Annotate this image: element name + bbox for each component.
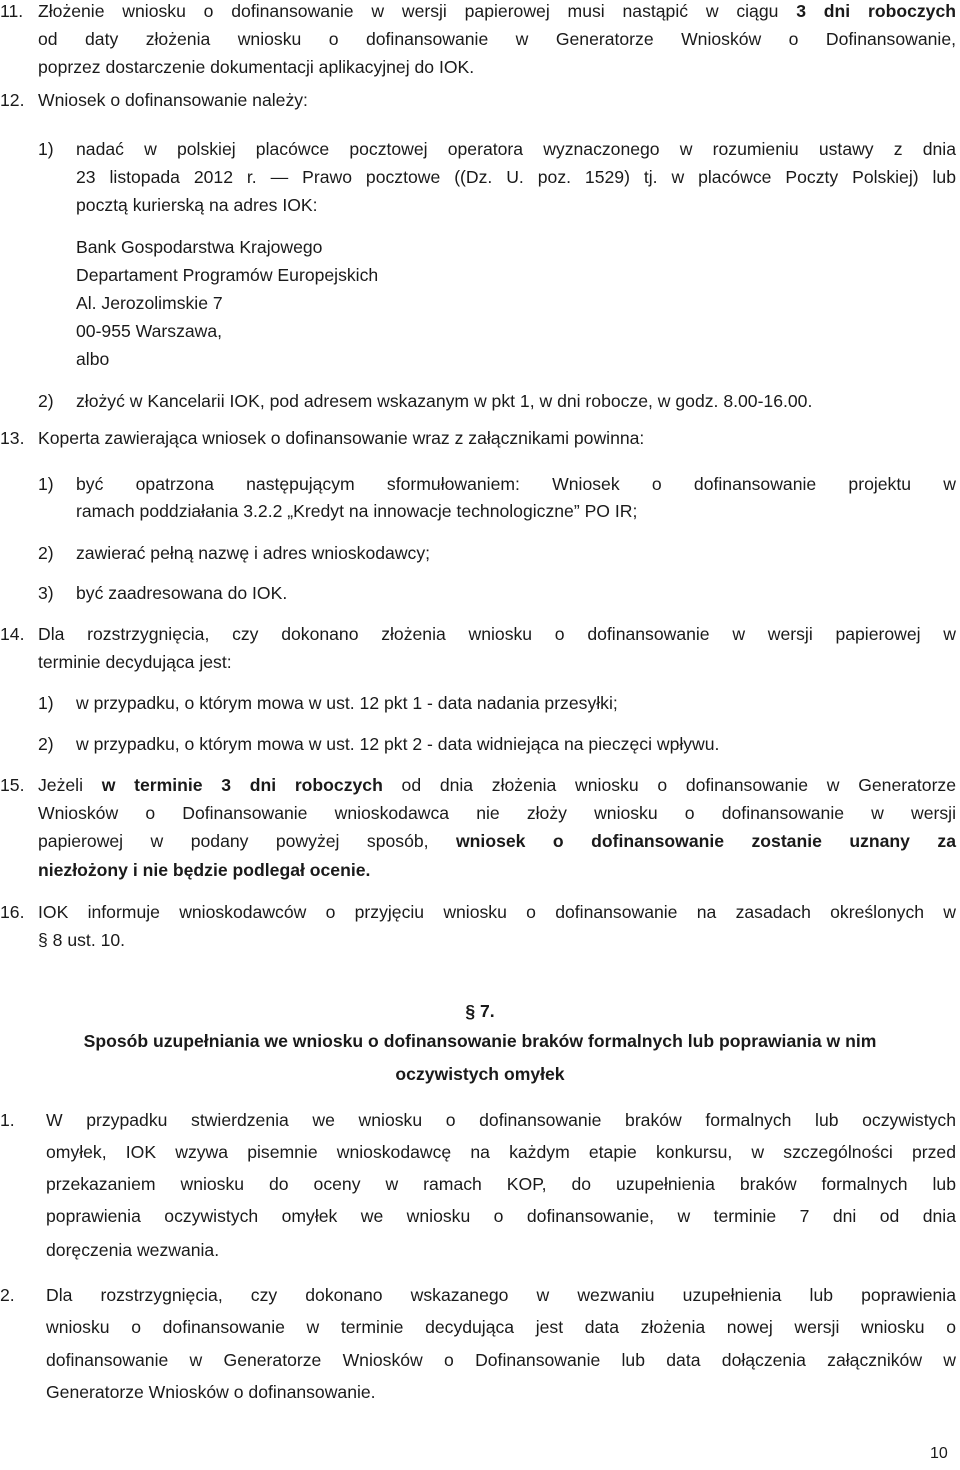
point-15-line-1 [38, 774, 956, 796]
point-12-item-2: złożyć w Kancelarii IOK, pod adresem wskazanym w pkt 1, w dni robocze, w godz. 8.00-16.00. [76, 391, 813, 411]
address-line: 00-955 Warszawa, [76, 321, 223, 341]
point-14-number: 14. [0, 624, 25, 644]
point-11-line-2: od daty złożenia wniosku o dofinansowanie w Generatorze Wniosków o Dofinansowanie, [38, 29, 956, 49]
point-14-item-2: w przypadku, o którym mowa w ust. 12 pkt 2 - data widniejąca na pieczęci wpływu. [76, 734, 720, 754]
item-number: 1) [38, 693, 54, 713]
point-12-item-1-line-1: nadać w polskiej placówce pocztowej operatora wyznaczonego w rozumieniu ustawy z dnia [76, 139, 956, 159]
paragraph-2-line: dofinansowanie w Generatorze Wniosków o Dofinansowanie lub data dołączenia załączników w [46, 1350, 956, 1370]
section-title-line-2: oczywistych omyłek [395, 1064, 565, 1084]
point-13-item-1-line-1: być opatrzona następującym sformułowaniem: Wniosek o dofinansowanie projektu w [76, 474, 956, 494]
point-14-item-1: w przypadku, o którym mowa w ust. 12 pkt 1 - data nadania przesyłki; [76, 693, 618, 713]
point-15-line-2: Wniosków o Dofinansowanie wnioskodawca nie złoży wniosku o dofinansowanie w wersji [38, 803, 956, 823]
paragraph-1-line: doręczenia wezwania. [46, 1240, 220, 1260]
point-12-text: Wniosek o dofinansowanie należy: [38, 90, 308, 110]
bold-text: wniosek o dofinansowanie zostanie uznany za [456, 831, 956, 851]
paragraph-1-number: 1. [0, 1110, 15, 1130]
point-12-item-1-line-3: pocztą kurierską na adres IOK: [76, 195, 318, 215]
point-13-text: Koperta zawierająca wniosek o dofinansowanie wraz z załącznikami powinna: [38, 428, 645, 448]
point-16-number: 16. [0, 902, 25, 922]
paragraph-1-line: przekazaniem wniosku do oceny w ramach KOP, do uzupełnienia braków formalnych lub [46, 1174, 956, 1194]
item-number: 2) [38, 543, 54, 563]
bold-text: w terminie 3 dni roboczych [101, 775, 383, 795]
paragraph-1-line: poprawienia oczywistych omyłek we wniosku o dofinansowanie, w terminie 7 dni od dnia [46, 1206, 956, 1226]
paragraph-1-line: omyłek, IOK wzywa pisemnie wnioskodawcę na każdym etapie konkursu, w szczególności przed [46, 1142, 956, 1162]
item-number: 3) [38, 583, 54, 603]
point-16-line-1: IOK informuje wnioskodawców o przyjęciu wniosku o dofinansowanie na zasadach określonych w [38, 902, 956, 922]
point-13-item-2: zawierać pełną nazwę i adres wnioskodawcy; [76, 543, 431, 563]
paragraph-2-line: Dla rozstrzygnięcia, czy dokonano wskazanego w wezwaniu uzupełnienia lub poprawienia [46, 1285, 956, 1305]
address-line: Bank Gospodarstwa Krajowego [76, 237, 323, 257]
point-14-line-2: terminie decydująca jest: [38, 652, 232, 672]
point-11-line-1 [38, 0, 956, 22]
point-11-line-3: poprzez dostarczenie dokumentacji aplikacyjnej do IOK. [38, 57, 475, 77]
bold-text: 3 dni roboczych [796, 1, 956, 21]
point-12-number: 12. [0, 90, 25, 110]
text: od dnia złożenia wniosku o dofinansowanie w Generatorze [382, 775, 957, 795]
point-13-item-3: być zaadresowana do IOK. [76, 583, 288, 603]
point-15-line-3 [38, 830, 956, 852]
item-number: 2) [38, 734, 54, 754]
point-11-number: 11. [0, 1, 24, 21]
point-15-line-4: niezłożony i nie będzie podlegał ocenie. [38, 860, 371, 880]
point-14-line-1: Dla rozstrzygnięcia, czy dokonano złożenia wniosku o dofinansowanie w wersji papierowej w [38, 624, 956, 644]
item-number: 1) [38, 474, 54, 494]
point-13-item-1-line-2: ramach poddziałania 3.2.2 „Kredyt na innowacje technologiczne” PO IR; [76, 501, 638, 521]
text: papierowej w podany powyżej sposób, [38, 831, 456, 851]
paragraph-1-line: W przypadku stwierdzenia we wniosku o dofinansowanie braków formalnych lub oczywistych [46, 1110, 956, 1130]
page-number: 10 [930, 1445, 948, 1462]
address-line: Departament Programów Europejskich [76, 265, 379, 285]
text: Jeżeli [38, 775, 102, 795]
paragraph-2-line: wniosku o dofinansowanie w terminie decydująca jest data złożenia nowej wersji wniosku o [46, 1317, 956, 1337]
point-15-number: 15. [0, 775, 25, 795]
address-line: Al. Jerozolimskie 7 [76, 293, 223, 313]
paragraph-2-line: Generatorze Wniosków o dofinansowanie. [46, 1382, 376, 1402]
item-number: 2) [38, 391, 54, 411]
paragraph-2-number: 2. [0, 1285, 15, 1305]
section-title-line-1: Sposób uzupełniania we wniosku o dofinansowanie braków formalnych lub poprawiania w nim [83, 1031, 877, 1051]
point-16-line-2: § 8 ust. 10. [38, 930, 126, 950]
point-13-number: 13. [0, 428, 25, 448]
address-line: albo [76, 349, 110, 369]
point-12-item-1-line-2: 23 listopada 2012 r. — Prawo pocztowe ((Dz. U. poz. 1529) tj. w placówce Poczty Polskiej) lub [76, 167, 956, 187]
section-sign: § 7. [465, 1001, 495, 1021]
item-number: 1) [38, 139, 54, 159]
text: Złożenie wniosku o dofinansowanie w wersji papierowej musi nastąpić w ciągu [38, 1, 797, 21]
